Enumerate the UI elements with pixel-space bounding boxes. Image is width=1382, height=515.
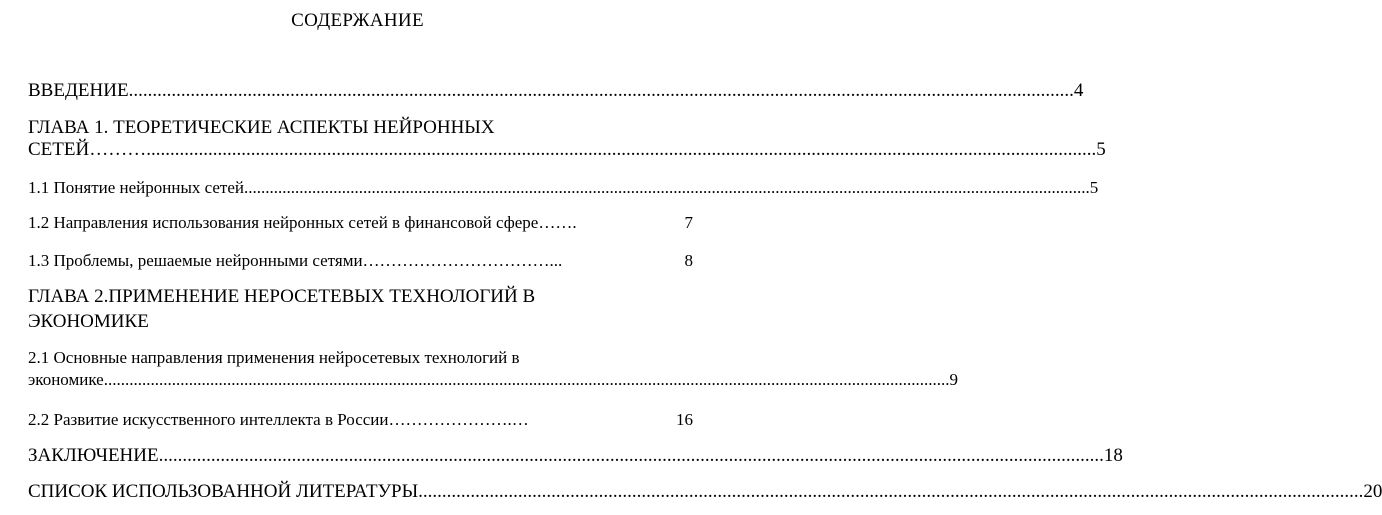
toc-entry-2-2[interactable] — [28, 410, 693, 430]
toc-entry-text-line1: ГЛАВА 2.ПРИМЕНЕНИЕ НЕРОСЕТЕВЫХ ТЕХНОЛОГИЙ В — [28, 286, 536, 307]
leader-dots: ....................................................................................................................................................................................................... — [418, 481, 1364, 502]
leader-dots: ....................................................................................................................................................................................................... — [103, 370, 950, 389]
toc-page-number: 18 — [1103, 445, 1123, 466]
toc-entry-text: СПИСОК ИСПОЛЬЗОВАННОЙ ЛИТЕРАТУРЫ — [28, 481, 419, 502]
toc-entry-text-line1: ГЛАВА 1. ТЕОРЕТИЧЕСКИЕ АСПЕКТЫ НЕЙРОННЫХ — [28, 117, 495, 138]
toc-entry-chapter-1[interactable] — [28, 117, 1106, 161]
toc-page-number: 4 — [1073, 80, 1084, 101]
toc-entry-text: 1.2 Направления использования нейронных сетей в финансовой сфере……. — [28, 213, 577, 232]
toc-page-number: 5 — [1096, 139, 1106, 160]
toc-page-number: 7 — [684, 213, 693, 232]
leader-dots: ....................................................................................................................................................................................................... — [128, 80, 1074, 101]
toc-entry-1-1[interactable] — [28, 178, 1099, 198]
toc-entry-chapter-2[interactable] — [28, 286, 693, 333]
toc-entry-1-3[interactable] — [28, 251, 693, 271]
toc-entry-text: ЗАКЛЮЧЕНИЕ — [28, 445, 159, 466]
toc-page-number: 16 — [676, 410, 693, 429]
toc-entry-text: СЕТЕЙ………. — [28, 139, 151, 160]
toc-title: СОДЕРЖАНИЕ — [291, 10, 424, 31]
toc-entry-references[interactable] — [28, 481, 1382, 503]
toc-entry-text: 2.2 Развитие искусственного интеллекта в России………………….… — [28, 410, 529, 429]
toc-page-number: 8 — [684, 251, 693, 270]
toc-entry-introduction[interactable] — [28, 80, 1084, 102]
toc-entry-text-line1: 2.1 Основные направления применения нейросетевых технологий в — [28, 348, 520, 367]
toc-page-number: 5 — [1089, 178, 1099, 197]
leader-dots: ....................................................................................................................................................................................................... — [158, 445, 1104, 466]
toc-page-number: 20 — [1363, 481, 1382, 502]
toc-entry-conclusion[interactable] — [28, 445, 1123, 467]
leader-dots: ....................................................................................................................................................................................................... — [150, 139, 1097, 160]
toc-entry-2-1[interactable] — [28, 348, 958, 390]
toc-page-number: 9 — [949, 370, 958, 389]
toc-entry-1-2[interactable] — [28, 213, 693, 233]
toc-entry-text: ЭКОНОМИКЕ — [28, 311, 149, 332]
toc-entry-text: 1.3 Проблемы, решаемые нейронными сетями……………………………... — [28, 251, 563, 270]
toc-entry-text: 1.1 Понятие нейронных сетей — [28, 178, 244, 197]
toc-entry-text: экономике — [28, 370, 104, 389]
leader-dots: ....................................................................................................................................................................................................... — [244, 178, 1090, 197]
toc-entry-text: ВВЕДЕНИЕ — [28, 80, 129, 101]
